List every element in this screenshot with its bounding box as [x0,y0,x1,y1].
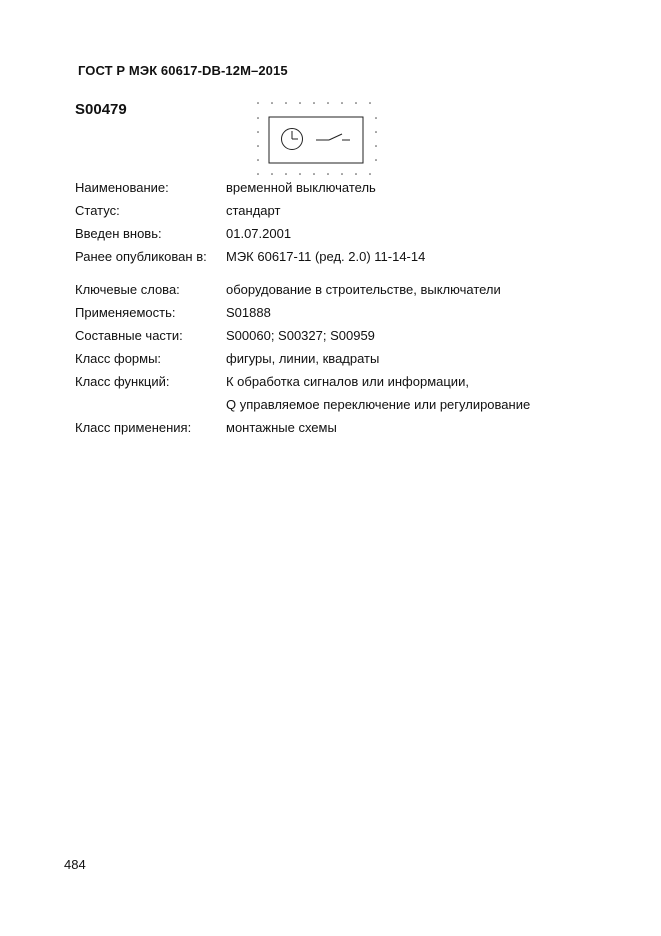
property-value: 01.07.2001 [226,226,292,241]
property-label: Класс применения: [75,420,192,435]
property-label: Класс функций: [75,374,170,389]
property-label: Введен вновь: [75,226,162,241]
property-value: S01888 [226,305,271,320]
document-header: ГОСТ Р МЭК 60617-DB-12M–2015 [78,63,288,78]
property-value: S00060; S00327; S00959 [226,328,375,343]
property-label: Ключевые слова: [75,282,180,297]
property-value: фигуры, линии, квадраты [226,351,380,366]
property-label: Составные части: [75,328,183,343]
property-label: Класс формы: [75,351,162,366]
property-label: Наименование: [75,180,169,195]
property-value: МЭК 60617-11 (ред. 2.0) 11-14-14 [226,249,426,264]
property-value: стандарт [226,203,281,218]
property-value: К обработка сигналов или информации, [226,374,469,389]
property-label: Применяемость: [75,305,176,320]
symbol-id: S00479 [75,101,127,118]
property-value: временной выключатель [226,180,376,195]
grid-dots [257,102,377,175]
property-value: Q управляемое переключение или регулирование [226,397,531,412]
property-value: монтажные схемы [226,420,337,435]
property-label: Статус: [75,203,120,218]
property-value: оборудование в строительстве, выключатели [226,282,501,297]
page-number: 484 [64,857,86,872]
time-switch-symbol-icon [252,96,382,178]
property-label: Ранее опубликован в: [75,249,207,264]
